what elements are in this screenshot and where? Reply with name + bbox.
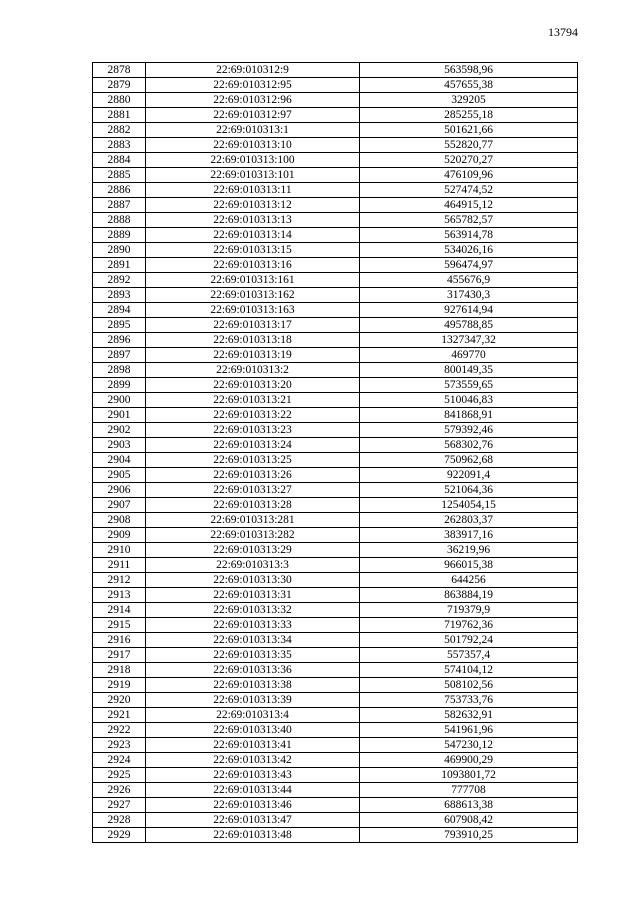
- cadastral-number-cell: 22:69:010313:39: [146, 693, 360, 708]
- table-row: [93, 123, 578, 138]
- row-number-cell: 2905: [93, 468, 146, 483]
- row-number-cell: 2924: [93, 753, 146, 768]
- table-row: [93, 693, 578, 708]
- row-number-cell: 2887: [93, 198, 146, 213]
- row-number-cell: 2897: [93, 348, 146, 363]
- cadastral-value-cell: 527474,52: [360, 183, 578, 198]
- table-row: [93, 288, 578, 303]
- cadastral-value-cell: 582632,91: [360, 708, 578, 723]
- cadastral-number-cell: 22:69:010313:40: [146, 723, 360, 738]
- cadastral-number-cell: 22:69:010313:18: [146, 333, 360, 348]
- cadastral-number-cell: 22:69:010313:12: [146, 198, 360, 213]
- row-number-cell: 2894: [93, 303, 146, 318]
- table-row: [93, 753, 578, 768]
- row-number-cell: 2929: [93, 828, 146, 843]
- table-row: [93, 633, 578, 648]
- table-row: [93, 558, 578, 573]
- cadastral-number-cell: 22:69:010313:17: [146, 318, 360, 333]
- cadastral-number-cell: 22:69:010313:48: [146, 828, 360, 843]
- table-row: [93, 243, 578, 258]
- cadastral-value-cell: 552820,77: [360, 138, 578, 153]
- cadastral-number-cell: 22:69:010313:35: [146, 648, 360, 663]
- cadastral-value-cell: 966015,38: [360, 558, 578, 573]
- table-row: [93, 408, 578, 423]
- cadastral-value-cell: 457655,38: [360, 78, 578, 93]
- row-number-cell: 2902: [93, 423, 146, 438]
- cadastral-number-cell: 22:69:010313:34: [146, 633, 360, 648]
- table-row: [93, 318, 578, 333]
- cadastral-value-cell: 464915,12: [360, 198, 578, 213]
- row-number-cell: 2919: [93, 678, 146, 693]
- row-number-cell: 2888: [93, 213, 146, 228]
- cadastral-value-cell: 688613,38: [360, 798, 578, 813]
- table-row: [93, 453, 578, 468]
- cadastral-number-cell: 22:69:010313:24: [146, 438, 360, 453]
- row-number-cell: 2903: [93, 438, 146, 453]
- table-row: [93, 138, 578, 153]
- cadastral-number-cell: 22:69:010313:22: [146, 408, 360, 423]
- row-number-cell: 2904: [93, 453, 146, 468]
- row-number-cell: 2890: [93, 243, 146, 258]
- table-body: [93, 63, 578, 843]
- cadastral-value-table: [92, 62, 578, 843]
- cadastral-value-cell: 285255,18: [360, 108, 578, 123]
- cadastral-number-cell: 22:69:010313:33: [146, 618, 360, 633]
- table-row: [93, 618, 578, 633]
- cadastral-number-cell: 22:69:010313:1: [146, 123, 360, 138]
- cadastral-number-cell: 22:69:010313:36: [146, 663, 360, 678]
- cadastral-value-cell: 750962,68: [360, 453, 578, 468]
- cadastral-number-cell: 22:69:010313:30: [146, 573, 360, 588]
- cadastral-value-cell: 573559,65: [360, 378, 578, 393]
- cadastral-number-cell: 22:69:010313:282: [146, 528, 360, 543]
- cadastral-value-cell: 329205: [360, 93, 578, 108]
- row-number-cell: 2906: [93, 483, 146, 498]
- cadastral-number-cell: 22:69:010313:11: [146, 183, 360, 198]
- row-number-cell: 2927: [93, 798, 146, 813]
- cadastral-number-cell: 22:69:010313:43: [146, 768, 360, 783]
- row-number-cell: 2907: [93, 498, 146, 513]
- table-row: [93, 663, 578, 678]
- row-number-cell: 2923: [93, 738, 146, 753]
- table-row: [93, 393, 578, 408]
- row-number-cell: 2893: [93, 288, 146, 303]
- cadastral-number-cell: 22:69:010312:96: [146, 93, 360, 108]
- row-number-cell: 2883: [93, 138, 146, 153]
- table-row: [93, 108, 578, 123]
- cadastral-value-cell: 777708: [360, 783, 578, 798]
- cadastral-number-cell: 22:69:010313:47: [146, 813, 360, 828]
- row-number-cell: 2922: [93, 723, 146, 738]
- row-number-cell: 2885: [93, 168, 146, 183]
- row-number-cell: 2881: [93, 108, 146, 123]
- table-row: [93, 723, 578, 738]
- row-number-cell: 2910: [93, 543, 146, 558]
- row-number-cell: 2918: [93, 663, 146, 678]
- row-number-cell: 2898: [93, 363, 146, 378]
- cadastral-value-cell: 863884,19: [360, 588, 578, 603]
- row-number-cell: 2928: [93, 813, 146, 828]
- cadastral-value-cell: 469900,29: [360, 753, 578, 768]
- table-row: [93, 498, 578, 513]
- table-row: [93, 93, 578, 108]
- row-number-cell: 2899: [93, 378, 146, 393]
- row-number-cell: 2920: [93, 693, 146, 708]
- row-number-cell: 2882: [93, 123, 146, 138]
- table-row: [93, 603, 578, 618]
- cadastral-value-cell: 753733,76: [360, 693, 578, 708]
- cadastral-value-cell: 501792,24: [360, 633, 578, 648]
- cadastral-value-cell: 495788,85: [360, 318, 578, 333]
- cadastral-value-cell: 547230,12: [360, 738, 578, 753]
- table-row: [93, 768, 578, 783]
- cadastral-number-cell: 22:69:010313:15: [146, 243, 360, 258]
- cadastral-value-cell: 719762,36: [360, 618, 578, 633]
- cadastral-value-cell: 596474,97: [360, 258, 578, 273]
- table-row: [93, 738, 578, 753]
- cadastral-value-cell: 383917,16: [360, 528, 578, 543]
- cadastral-value-cell: 800149,35: [360, 363, 578, 378]
- row-number-cell: 2886: [93, 183, 146, 198]
- cadastral-number-cell: 22:69:010313:44: [146, 783, 360, 798]
- cadastral-value-cell: 541961,96: [360, 723, 578, 738]
- table-row: [93, 273, 578, 288]
- table-row: [93, 648, 578, 663]
- cadastral-number-cell: 22:69:010312:95: [146, 78, 360, 93]
- cadastral-number-cell: 22:69:010313:21: [146, 393, 360, 408]
- row-number-cell: 2892: [93, 273, 146, 288]
- table-row: [93, 183, 578, 198]
- cadastral-value-cell: 557357,4: [360, 648, 578, 663]
- cadastral-value-cell: 719379,9: [360, 603, 578, 618]
- table-row: [93, 363, 578, 378]
- row-number-cell: 2913: [93, 588, 146, 603]
- cadastral-value-cell: 508102,56: [360, 678, 578, 693]
- table-row: [93, 588, 578, 603]
- table-row: [93, 828, 578, 843]
- cadastral-number-cell: 22:69:010313:162: [146, 288, 360, 303]
- table-row: [93, 528, 578, 543]
- cadastral-number-cell: 22:69:010313:27: [146, 483, 360, 498]
- table-row: [93, 168, 578, 183]
- cadastral-value-cell: 922091,4: [360, 468, 578, 483]
- table-row: [93, 813, 578, 828]
- cadastral-value-cell: 841868,91: [360, 408, 578, 423]
- cadastral-value-cell: 644256: [360, 573, 578, 588]
- cadastral-value-cell: 534026,16: [360, 243, 578, 258]
- row-number-cell: 2912: [93, 573, 146, 588]
- table-row: [93, 798, 578, 813]
- cadastral-value-cell: 262803,37: [360, 513, 578, 528]
- row-number-cell: 2879: [93, 78, 146, 93]
- cadastral-value-cell: 510046,83: [360, 393, 578, 408]
- cadastral-value-cell: 563598,96: [360, 63, 578, 78]
- table-row: [93, 468, 578, 483]
- table-row: [93, 78, 578, 93]
- cadastral-number-cell: 22:69:010312:9: [146, 63, 360, 78]
- cadastral-number-cell: 22:69:010313:3: [146, 558, 360, 573]
- cadastral-number-cell: 22:69:010313:4: [146, 708, 360, 723]
- row-number-cell: 2884: [93, 153, 146, 168]
- row-number-cell: 2916: [93, 633, 146, 648]
- cadastral-number-cell: 22:69:010313:161: [146, 273, 360, 288]
- cadastral-number-cell: 22:69:010313:31: [146, 588, 360, 603]
- cadastral-number-cell: 22:69:010313:46: [146, 798, 360, 813]
- cadastral-value-cell: 476109,96: [360, 168, 578, 183]
- page-number: 13794: [548, 25, 578, 39]
- row-number-cell: 2908: [93, 513, 146, 528]
- table-row: [93, 543, 578, 558]
- cadastral-value-cell: 563914,78: [360, 228, 578, 243]
- cadastral-number-cell: 22:69:010313:2: [146, 363, 360, 378]
- cadastral-number-cell: 22:69:010313:32: [146, 603, 360, 618]
- row-number-cell: 2909: [93, 528, 146, 543]
- cadastral-value-cell: 574104,12: [360, 663, 578, 678]
- cadastral-value-cell: 607908,42: [360, 813, 578, 828]
- row-number-cell: 2900: [93, 393, 146, 408]
- table-row: [93, 483, 578, 498]
- row-number-cell: 2889: [93, 228, 146, 243]
- row-number-cell: 2901: [93, 408, 146, 423]
- row-number-cell: 2921: [93, 708, 146, 723]
- table-row: [93, 708, 578, 723]
- cadastral-value-cell: 36219,96: [360, 543, 578, 558]
- cadastral-number-cell: 22:69:010313:10: [146, 138, 360, 153]
- table-row: [93, 213, 578, 228]
- cadastral-value-cell: 1254054,15: [360, 498, 578, 513]
- cadastral-number-cell: 22:69:010313:42: [146, 753, 360, 768]
- row-number-cell: 2878: [93, 63, 146, 78]
- cadastral-value-cell: 317430,3: [360, 288, 578, 303]
- cadastral-number-cell: 22:69:010313:20: [146, 378, 360, 393]
- cadastral-value-cell: 469770: [360, 348, 578, 363]
- table-row: [93, 198, 578, 213]
- table-row: [93, 783, 578, 798]
- table-row: [93, 228, 578, 243]
- cadastral-value-cell: 521064,36: [360, 483, 578, 498]
- cadastral-number-cell: 22:69:010313:25: [146, 453, 360, 468]
- cadastral-number-cell: 22:69:010313:281: [146, 513, 360, 528]
- table-row: [93, 378, 578, 393]
- table-row: [93, 63, 578, 78]
- cadastral-number-cell: 22:69:010312:97: [146, 108, 360, 123]
- row-number-cell: 2914: [93, 603, 146, 618]
- cadastral-number-cell: 22:69:010313:23: [146, 423, 360, 438]
- row-number-cell: 2917: [93, 648, 146, 663]
- cadastral-number-cell: 22:69:010313:101: [146, 168, 360, 183]
- row-number-cell: 2895: [93, 318, 146, 333]
- cadastral-number-cell: 22:69:010313:100: [146, 153, 360, 168]
- table-row: [93, 678, 578, 693]
- cadastral-number-cell: 22:69:010313:163: [146, 303, 360, 318]
- cadastral-value-cell: 1093801,72: [360, 768, 578, 783]
- cadastral-value-cell: 927614,94: [360, 303, 578, 318]
- row-number-cell: 2891: [93, 258, 146, 273]
- table-row: [93, 513, 578, 528]
- table-row: [93, 303, 578, 318]
- cadastral-value-cell: 579392,46: [360, 423, 578, 438]
- table-row: [93, 348, 578, 363]
- row-number-cell: 2915: [93, 618, 146, 633]
- cadastral-value-cell: 565782,57: [360, 213, 578, 228]
- row-number-cell: 2896: [93, 333, 146, 348]
- cadastral-value-cell: 455676,9: [360, 273, 578, 288]
- cadastral-number-cell: 22:69:010313:14: [146, 228, 360, 243]
- table-row: [93, 573, 578, 588]
- cadastral-value-cell: 501621,66: [360, 123, 578, 138]
- table-row: [93, 333, 578, 348]
- cadastral-number-cell: 22:69:010313:28: [146, 498, 360, 513]
- cadastral-number-cell: 22:69:010313:19: [146, 348, 360, 363]
- cadastral-number-cell: 22:69:010313:13: [146, 213, 360, 228]
- row-number-cell: 2926: [93, 783, 146, 798]
- table-row: [93, 258, 578, 273]
- cadastral-value-cell: 568302,76: [360, 438, 578, 453]
- cadastral-number-cell: 22:69:010313:38: [146, 678, 360, 693]
- row-number-cell: 2911: [93, 558, 146, 573]
- row-number-cell: 2880: [93, 93, 146, 108]
- table-row: [93, 153, 578, 168]
- table-row: [93, 423, 578, 438]
- table-row: [93, 438, 578, 453]
- cadastral-number-cell: 22:69:010313:29: [146, 543, 360, 558]
- cadastral-value-cell: 793910,25: [360, 828, 578, 843]
- cadastral-number-cell: 22:69:010313:16: [146, 258, 360, 273]
- row-number-cell: 2925: [93, 768, 146, 783]
- cadastral-value-cell: 520270,27: [360, 153, 578, 168]
- cadastral-value-cell: 1327347,32: [360, 333, 578, 348]
- cadastral-number-cell: 22:69:010313:41: [146, 738, 360, 753]
- cadastral-number-cell: 22:69:010313:26: [146, 468, 360, 483]
